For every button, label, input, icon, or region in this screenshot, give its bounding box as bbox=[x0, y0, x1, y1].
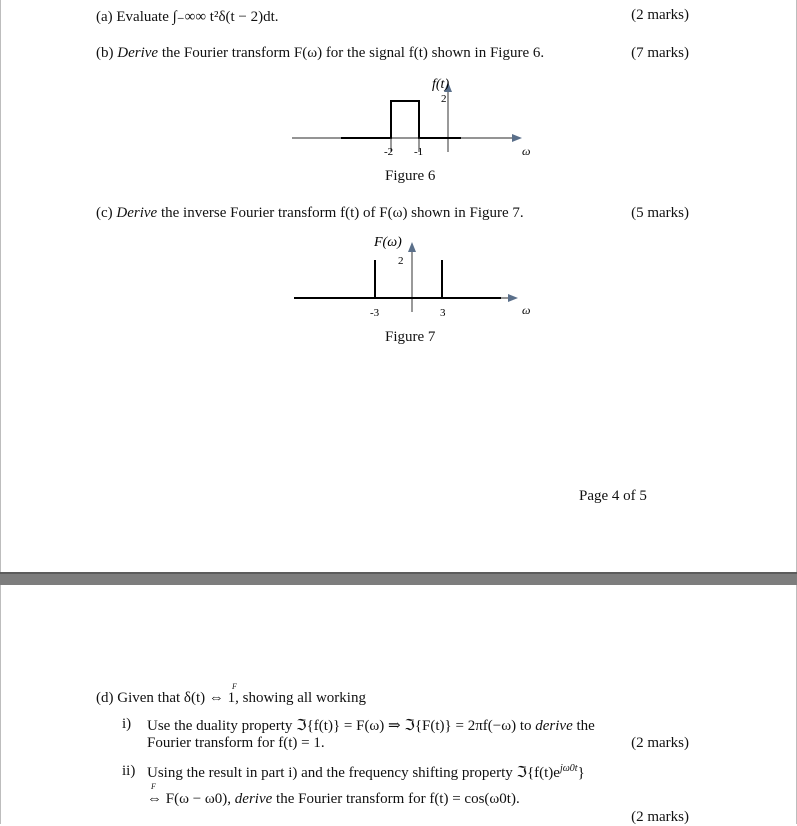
figure-7-tick-label-2: 3 bbox=[440, 307, 446, 319]
fourier-pair-label-2: F bbox=[151, 782, 156, 791]
part-c-marks: (5 marks) bbox=[631, 205, 689, 221]
figure-6-x-label: ω bbox=[522, 144, 531, 158]
part-b-text: the Fourier transform F(ω) for the signal f(t) shown in Figure 6. bbox=[158, 45, 545, 61]
document-page-5 bbox=[0, 585, 797, 824]
item-i-line-2: Fourier transform for f(t) = 1. bbox=[147, 735, 325, 751]
item-ii-line2-end: the Fourier transform for f(t) = cos(ω0t). bbox=[272, 791, 520, 807]
part-b-label: (b) bbox=[96, 45, 118, 61]
figure-7-tick-label-1: -3 bbox=[370, 307, 380, 319]
part-c-label: (c) bbox=[96, 205, 117, 221]
item-ii-line2-start: ⇔ F(ω − ω0), bbox=[147, 791, 235, 807]
figure-6-signal-pulse bbox=[341, 101, 461, 138]
part-c-question bbox=[96, 205, 524, 222]
part-a-expression: ∫₋∞∞ t²δ(t − 2)dt. bbox=[172, 9, 279, 25]
part-b-question bbox=[96, 45, 544, 62]
figure-7-y-arrow bbox=[408, 242, 416, 252]
part-c-text: the inverse Fourier transform f(t) of F(ω) shown in Figure 7. bbox=[157, 205, 524, 221]
part-d-text: (d) Given that δ(t) ⇔ 1, showing all working bbox=[96, 690, 366, 706]
figure-7-x-arrow bbox=[508, 294, 518, 302]
part-a-label: (a) Evaluate bbox=[96, 9, 173, 25]
item-i-number: i) bbox=[122, 716, 132, 732]
page-number: Page 4 of 5 bbox=[579, 488, 647, 504]
figure-6-y-label: f(t) bbox=[432, 77, 450, 92]
figure-7-x-label: ω bbox=[522, 303, 531, 317]
figure-6-height-label: 2 bbox=[441, 93, 447, 105]
item-ii-line-1 bbox=[147, 763, 585, 782]
figure-6-tick-label-2: -1 bbox=[414, 146, 424, 158]
part-d-intro bbox=[96, 690, 366, 707]
part-b-marks: (7 marks) bbox=[631, 45, 689, 61]
figure-6-tick-label-1: -2 bbox=[384, 146, 394, 158]
item-i-verb: derive bbox=[535, 718, 573, 734]
part-a-marks: (2 marks) bbox=[631, 7, 689, 23]
figure-6-graph bbox=[286, 70, 546, 165]
item-ii-exponent: jω0t bbox=[559, 763, 578, 774]
part-b-verb: Derive bbox=[117, 45, 159, 61]
item-ii-verb: derive bbox=[234, 791, 273, 807]
figure-6-x-arrow bbox=[512, 134, 522, 142]
figure-7-graph bbox=[286, 228, 546, 323]
item-i-text-end: the bbox=[572, 718, 595, 734]
part-c-verb: Derive bbox=[116, 205, 158, 221]
part-a-question bbox=[96, 7, 279, 26]
page-separator bbox=[0, 572, 797, 585]
figure-6-caption: Figure 6 bbox=[385, 168, 436, 184]
item-ii-line-2 bbox=[147, 791, 520, 808]
item-ii-marks: (2 marks) bbox=[631, 809, 689, 825]
item-i-text: Use the duality property ℑ{f(t)} = F(ω) ⇒ ℑ{F(t)} = 2πf(−ω) to bbox=[147, 718, 532, 734]
item-i-line-1 bbox=[147, 716, 595, 735]
item-ii-number: ii) bbox=[122, 763, 136, 779]
figure-7-height-label: 2 bbox=[398, 255, 404, 267]
figure-7-caption: Figure 7 bbox=[385, 329, 436, 345]
item-ii-text: Using the result in part i) and the frequency shifting property ℑ{f(t)e bbox=[147, 765, 560, 781]
figure-7-y-label: F(ω) bbox=[374, 235, 402, 250]
item-ii-text-end: } bbox=[577, 765, 585, 781]
fourier-pair-label: F bbox=[232, 682, 237, 691]
item-i-marks: (2 marks) bbox=[631, 735, 689, 751]
